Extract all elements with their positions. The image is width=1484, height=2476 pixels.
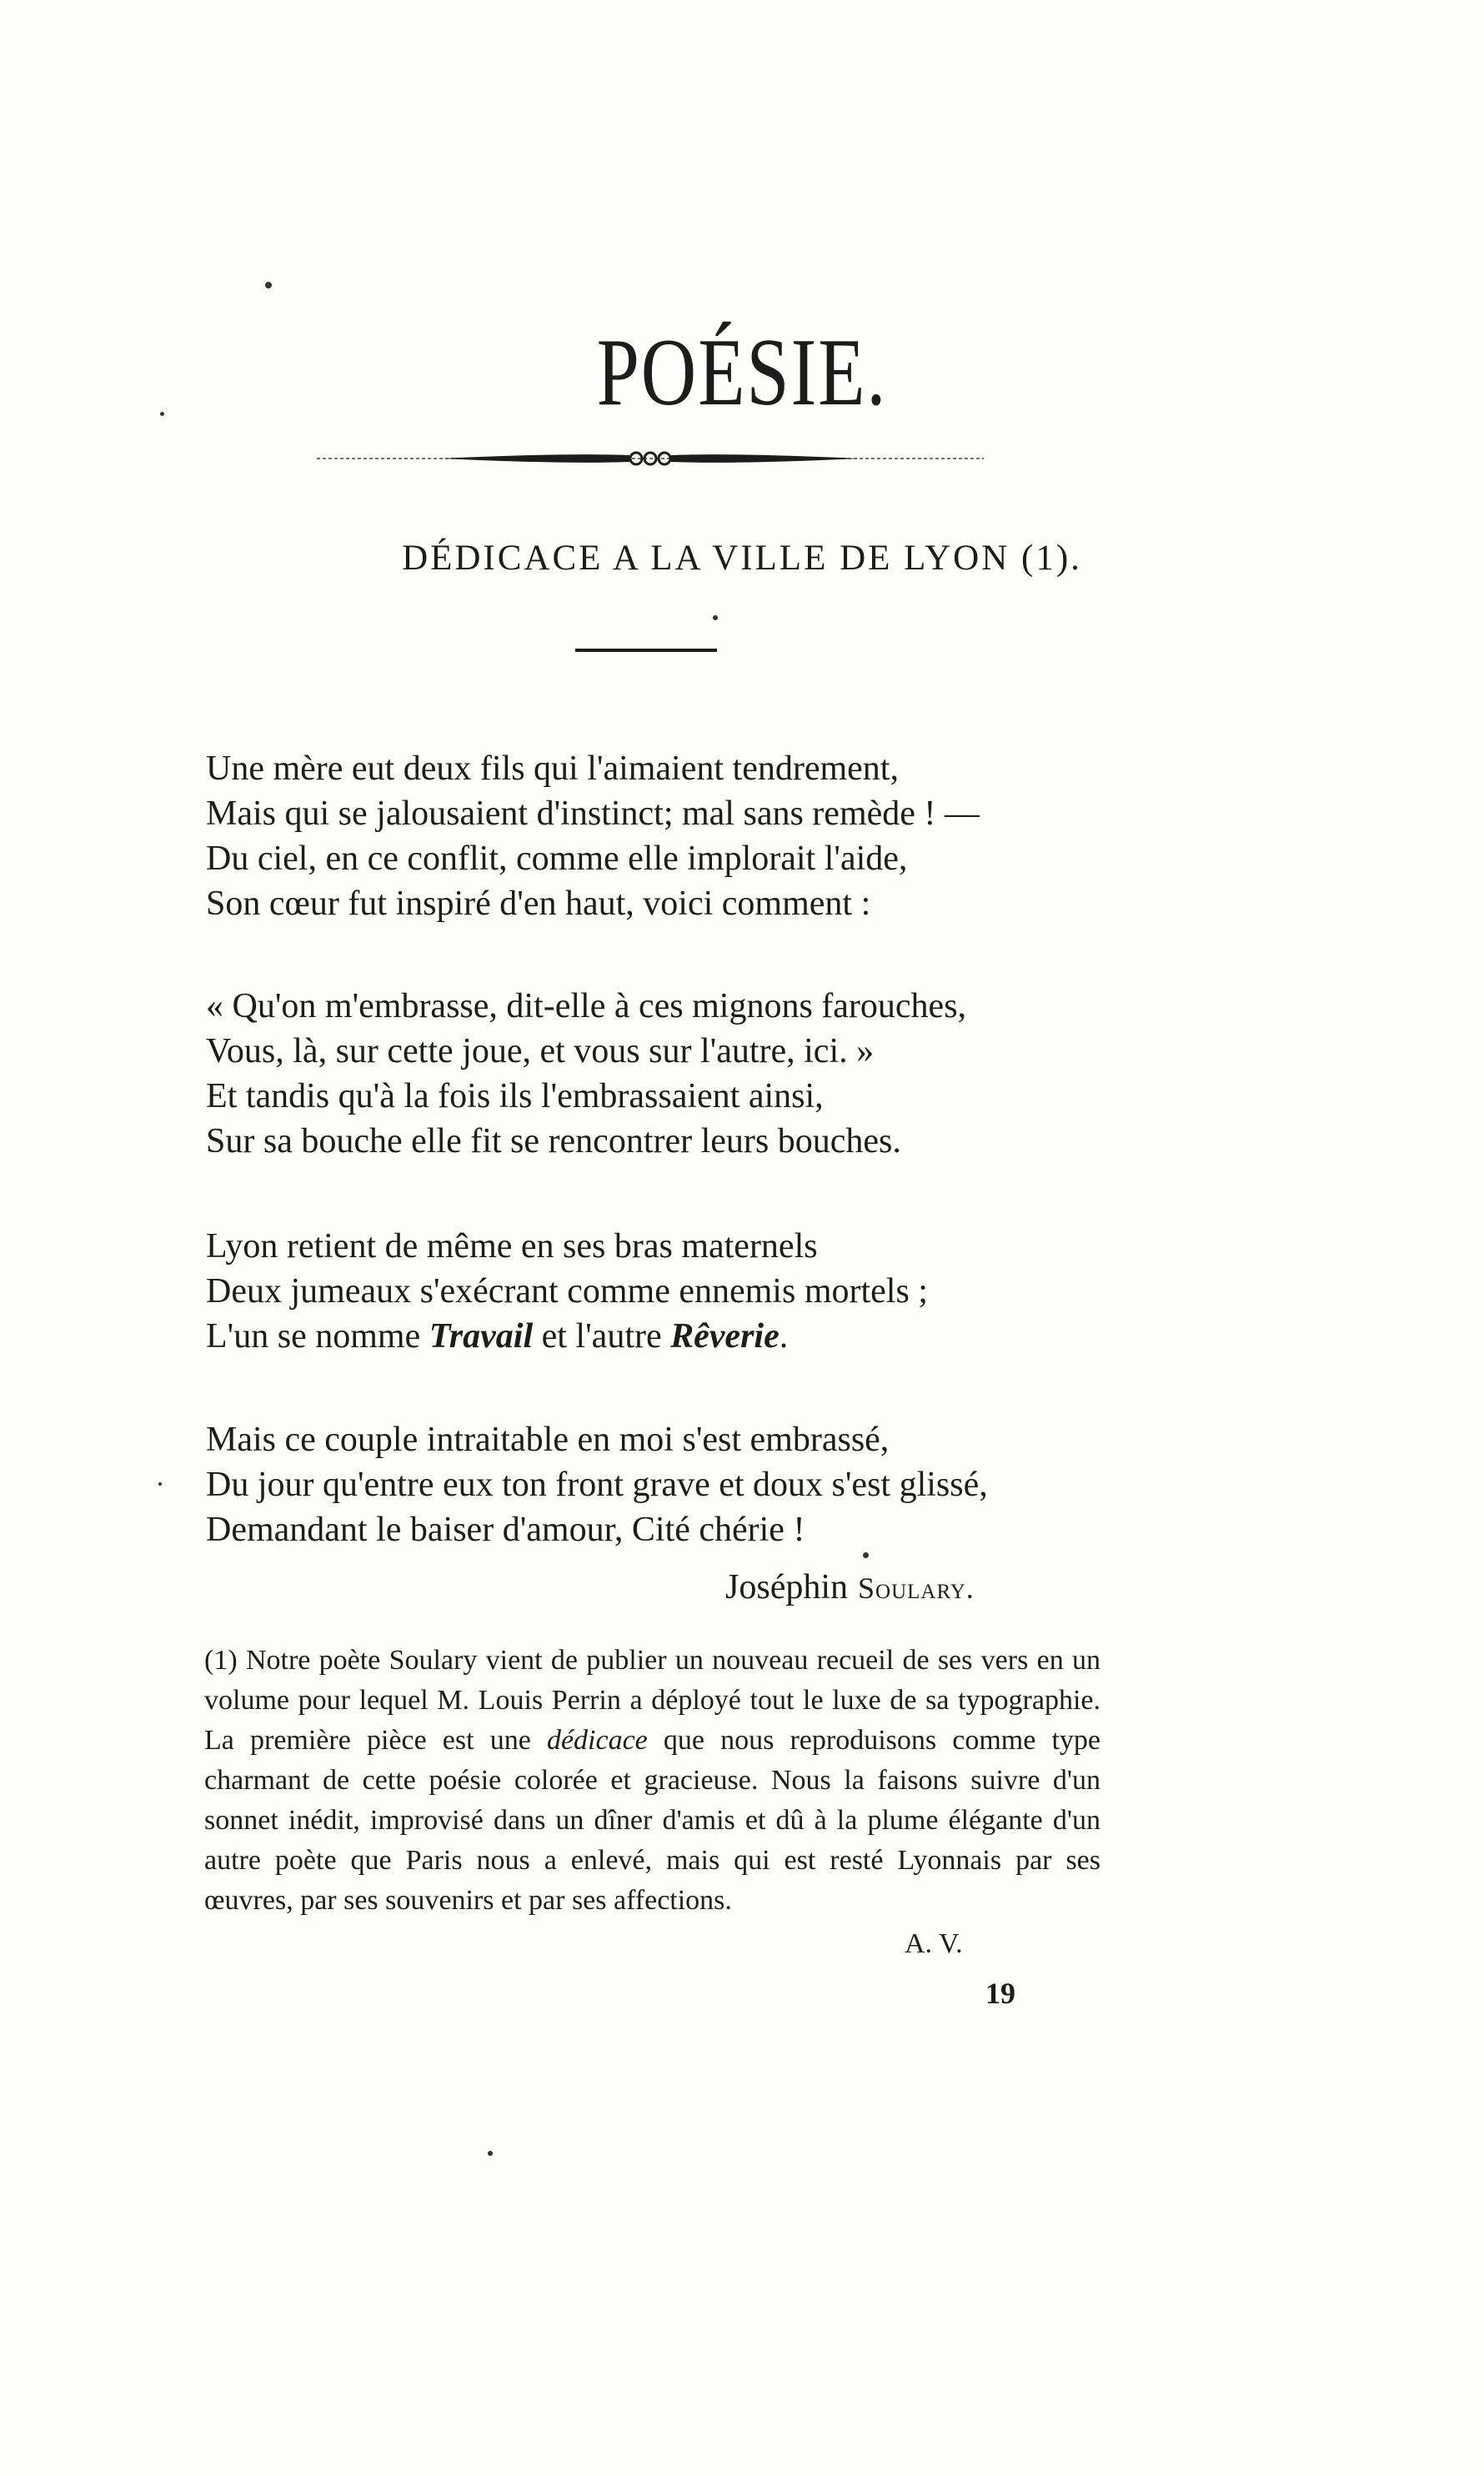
word-travail: Travail: [429, 1317, 534, 1356]
ink-speck: [488, 2151, 493, 2156]
stanza-1: [206, 746, 980, 926]
verse-line: Et tandis qu'à la fois ils l'embrassaient ainsi,: [206, 1077, 824, 1115]
signature-first-name: Joséphin: [725, 1568, 848, 1606]
stanza-2: [206, 984, 966, 1164]
page-title: POÉSIE.: [596, 318, 888, 425]
verse-text: .: [779, 1317, 789, 1356]
footnote-signature: A. V.: [905, 1928, 963, 1959]
verse-line: Lyon retient de même en ses bras maternels: [206, 1227, 818, 1266]
title-ornament: [317, 442, 984, 475]
verse-line: Sur sa bouche elle fit se rencontrer leurs bouches.: [206, 1122, 901, 1160]
verse-line: Mais ce couple intraitable en moi s'est embrassé,: [206, 1421, 890, 1459]
footnote-emphasis: dédicace: [546, 1725, 648, 1756]
verse-line: « Qu'on m'embrasse, dit-elle à ces mignons farouches,: [206, 987, 967, 1025]
footnote-text: que nous reproduisons comme type charmant de cette poésie colorée et gracieuse. Nous la faisons suivre d'un sonnet inédit, improvisé dans un dîner d'amis et dû à la plume élégante d'un autre poète que Paris nous a enlevé, mais qui est resté Lyonnais par ses œuvres, par ses souvenirs et par ses affections.: [204, 1725, 1101, 1916]
poem-signature: [725, 1567, 975, 1607]
verse-text: et l'autre: [533, 1317, 671, 1356]
verse-line: [206, 1314, 928, 1359]
ink-speck: [160, 412, 164, 416]
page-number: 19: [985, 1977, 1015, 2010]
ink-speck: [713, 615, 718, 620]
ink-speck: [863, 1552, 869, 1558]
ink-speck: [265, 282, 272, 288]
verse-line: Vous, là, sur cette joue, et vous sur l'autre, ici. »: [206, 1032, 875, 1070]
poem-heading: DÉDICACE A LA VILLE DE LYON (1).: [402, 539, 1082, 578]
verse-line: Du jour qu'entre eux ton front grave et doux s'est glissé,: [206, 1466, 988, 1504]
verse-line: Mais qui se jalousaient d'instinct; mal sans remède ! —: [206, 794, 980, 833]
verse-line: Une mère eut deux fils qui l'aimaient tendrement,: [206, 749, 899, 788]
verse-line: Demandant le baiser d'amour, Cité chérie !: [206, 1511, 805, 1549]
verse-line: Deux jumeaux s'exécrant comme ennemis mortels ;: [206, 1272, 928, 1311]
verse-line: Son cœur fut inspiré d'en haut, voici comment :: [206, 885, 871, 923]
stanza-3: [206, 1224, 928, 1359]
ink-speck: [158, 1482, 162, 1486]
stanza-4: [206, 1417, 988, 1552]
word-reverie: Rêverie: [670, 1317, 780, 1356]
footnote: [204, 1641, 1100, 1921]
verse-text: L'un se nomme: [206, 1317, 429, 1356]
signature-surname: Soulary.: [858, 1571, 975, 1605]
heading-rule: [575, 649, 717, 652]
footnote-text: (1) Notre poète Soulary vient de publier un nouveau recueil de ses vers en un volume pour lequel M. Louis Perrin a déployé tout le luxe de sa typographie. La première pièce est une: [204, 1645, 1100, 1756]
verse-line: Du ciel, en ce conflit, comme elle implorait l'aide,: [206, 840, 908, 878]
